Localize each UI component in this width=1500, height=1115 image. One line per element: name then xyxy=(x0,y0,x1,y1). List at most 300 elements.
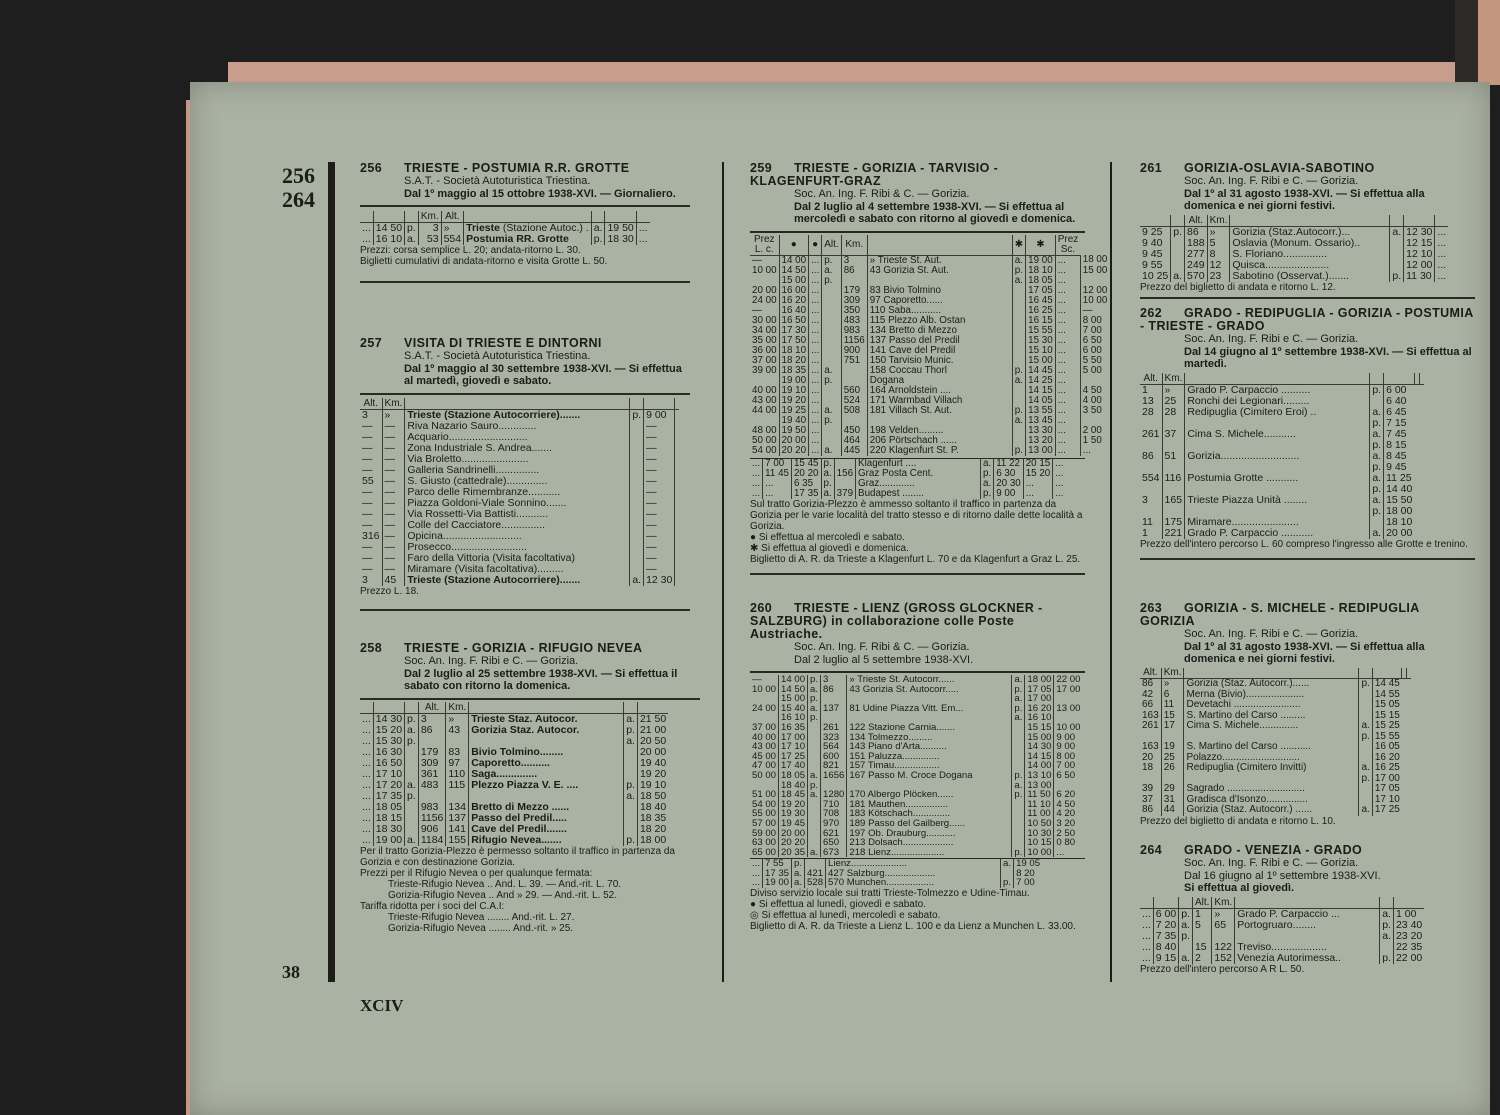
table-cell xyxy=(1162,484,1185,495)
table-cell xyxy=(1012,316,1025,326)
table-cell: Polazzo............................ xyxy=(1184,753,1359,764)
table-cell xyxy=(630,542,644,553)
table-cell xyxy=(1012,346,1025,356)
operating-day: Si effettua al giovedì. xyxy=(1184,882,1295,894)
table-cell: 8 45 xyxy=(1384,451,1415,462)
table-cell: 143 Piano d'Arta.......... xyxy=(847,742,1012,752)
table-cell xyxy=(1171,260,1185,271)
table-cell: ... xyxy=(1023,489,1053,499)
table-cell: ... xyxy=(809,346,822,356)
table-cell: 2 xyxy=(1192,953,1211,964)
table-cell: p. xyxy=(1380,953,1394,964)
table-cell: 5 50 xyxy=(1080,356,1109,366)
table-cell xyxy=(1370,396,1384,407)
table-cell: 17 05 xyxy=(1372,784,1402,795)
table-cell xyxy=(630,454,644,465)
table-cell: 37 xyxy=(1162,429,1185,440)
table-cell: 18 05 xyxy=(1026,276,1056,286)
table-cell: ... xyxy=(1142,940,1151,953)
table-cell: Venezia Autorimessa.. xyxy=(1235,953,1380,964)
table-cell: a. xyxy=(1370,429,1384,440)
table-cell xyxy=(1162,506,1185,517)
table-row xyxy=(750,489,1065,499)
table-cell: p. xyxy=(1359,732,1372,743)
section-259 xyxy=(750,161,1108,575)
table-cell: 483 xyxy=(841,316,867,326)
table-cell xyxy=(750,276,779,286)
section-title: GRADO - REDIPUGLIA - GORIZIA - POSTUMIA - TRIESTE - GRADO xyxy=(1140,306,1474,333)
table-cell: — xyxy=(644,454,675,465)
table-cell: ... xyxy=(1055,296,1080,306)
table-cell: p. xyxy=(624,835,638,846)
table-row xyxy=(750,306,1109,316)
table-cell: p. xyxy=(792,859,805,869)
table-cell: — xyxy=(644,531,675,542)
table-cell: 11 30 xyxy=(1404,271,1435,282)
table-cell: 15 55 xyxy=(1372,732,1402,743)
table-row xyxy=(750,376,1109,386)
table-cell: — xyxy=(382,421,405,432)
table-cell xyxy=(808,819,821,829)
table-row xyxy=(1140,721,1411,732)
section-title: TRIESTE - LIENZ (GROSS GLOCKNER - SALZBURG) in collaborazione colle Poste Austriache. xyxy=(750,601,1043,641)
table-cell: — xyxy=(382,443,405,454)
table-row xyxy=(360,432,679,443)
table-cell: p. xyxy=(1001,878,1014,888)
table-cell: a. xyxy=(981,479,994,489)
table-cell: 18 45 xyxy=(779,790,808,800)
note: Sul tratto Gorizia-Plezzo è ammesso soltanto il traffico in partenza da Gorizia per le varie località del tratto stesso e di ritorno dalle dette località a Gorizia. xyxy=(750,498,1083,532)
table-row xyxy=(360,542,679,553)
table-cell: ... xyxy=(1055,336,1080,346)
table-cell: 3 xyxy=(821,675,847,685)
table-cell: 16 00 xyxy=(779,286,809,296)
table-cell: 23 xyxy=(1207,271,1230,282)
table-cell: 15 00 xyxy=(1026,356,1056,366)
table-cell: 8 xyxy=(1207,249,1230,260)
table-cell: 42 xyxy=(1142,688,1154,700)
table-cell: — xyxy=(644,509,675,520)
table-cell xyxy=(1140,506,1162,517)
table-cell: ... xyxy=(1055,426,1080,436)
table-cell: p. xyxy=(1370,418,1384,429)
table-cell: 710 xyxy=(821,800,847,810)
section-number: 260 xyxy=(750,601,773,615)
table-cell: ... xyxy=(809,306,822,316)
timetable: Alt. Km. 1 » Grado P. Carpaccio .......... p. 6 00 13 25 Ronchi dei Legionari......... 6 40 28 28 Redipuglia (Cimitero Eroi) .. a. 6 45 p. 7 15 261 37 Cima S. Michele........... a. 7 45 p. 8 15 86 51 Gorizia........................... a. 8 45 p. 9 45 554 116 Postumia Grotte ........... a. 11 25 p. 14 40 3 165 Trieste Piazza Unità ........ a. 15 50 p. 18 00 11 175 Miramare....................... 18 10 1 221 Grado P. Carpaccio ........... a. 20 00 xyxy=(1140,373,1424,539)
note: Per il tratto Gorizia-Plezzo è permesso soltanto il traffico in partenza da Gorizia e con destinazione Gorizia. xyxy=(360,845,675,868)
table-cell: ... xyxy=(809,416,822,426)
table-cell: 44 00 xyxy=(752,404,777,416)
table-cell xyxy=(1012,819,1025,829)
table-cell xyxy=(1185,440,1370,451)
table-cell: 55 00 xyxy=(752,808,777,820)
table-cell: 19 00 xyxy=(373,835,404,846)
note: Tariffa ridotta per i soci del C.A.I: xyxy=(360,900,505,912)
table-cell: 20 35 xyxy=(779,848,808,858)
table-cell: 15 00 xyxy=(779,694,808,704)
table-cell: 115 Plezzo Alb. Ostan xyxy=(867,316,1012,326)
table-cell: Opicina........................... xyxy=(405,531,630,542)
table-cell: 122 xyxy=(1212,942,1235,953)
table-cell: 9 00 xyxy=(1054,742,1083,752)
table-cell: 6 45 xyxy=(1384,407,1415,418)
note: ● Si effettua al lunedì, giovedì e sabato. xyxy=(750,899,926,911)
table-row xyxy=(750,446,1109,456)
period: Dal 1º maggio al 30 settembre 1938-XVI. — Si effettua al martedì, giovedì e sabato. xyxy=(404,362,682,387)
section-number: 256 xyxy=(360,161,383,175)
table-cell: 1 xyxy=(1142,526,1148,539)
table-cell: — xyxy=(644,465,675,476)
table-cell xyxy=(1012,436,1025,446)
table-cell: 141 xyxy=(446,824,469,835)
table-cell: 350 xyxy=(841,306,867,316)
table-cell: — xyxy=(382,465,405,476)
table-cell: 6 00 xyxy=(1080,346,1109,356)
table-cell: S. Martino del Carso ........... xyxy=(1184,742,1359,753)
table-cell: — xyxy=(382,542,405,553)
table-cell: ... xyxy=(809,376,822,386)
table-cell: ... xyxy=(752,457,761,469)
table-cell: Bivio Tolmino........ xyxy=(469,747,624,758)
table-cell: — xyxy=(362,507,373,520)
table-cell: Redipuglia (Cimitero Eroi) .. xyxy=(1185,407,1370,418)
table-cell: 13 55 xyxy=(1026,406,1056,416)
table-row xyxy=(1140,226,1448,238)
table-cell: ... xyxy=(809,276,822,286)
table-cell: p. xyxy=(405,713,419,725)
table-cell: 9 55 xyxy=(1142,258,1163,271)
table-cell: 20 30 xyxy=(994,479,1024,489)
table-cell: 16 20 xyxy=(1372,753,1402,764)
table-cell xyxy=(418,791,446,802)
table-cell: a. xyxy=(1012,416,1025,426)
table-cell: p. xyxy=(981,489,994,499)
table-cell: Saga.............. xyxy=(469,769,624,780)
table-cell: 5 xyxy=(1192,920,1211,931)
table-cell: 157 Timau................. xyxy=(847,761,1012,771)
table-cell: Grado P. Carpaccio ... xyxy=(1235,908,1380,920)
table-row xyxy=(1140,700,1411,711)
table-cell: a. xyxy=(1359,763,1372,774)
margin-section-numbers xyxy=(282,164,315,212)
table-cell: ... xyxy=(1055,276,1080,286)
table-row xyxy=(360,476,679,487)
margin-number: 256 xyxy=(282,163,315,188)
table-cell: 51 xyxy=(1162,451,1185,462)
table-cell: 483 xyxy=(418,780,446,791)
table-cell: 14 05 xyxy=(1026,396,1056,406)
table-cell: 14 30 xyxy=(373,713,404,725)
table-cell: 508 xyxy=(841,406,867,416)
table-cell: 22 00 xyxy=(1393,953,1424,964)
section-263 xyxy=(1140,602,1475,827)
table-header: ● xyxy=(809,235,822,256)
table-cell xyxy=(1380,942,1394,953)
table-cell: 16 40 xyxy=(779,306,809,316)
table-cell: a. xyxy=(808,685,821,695)
table-cell: a. xyxy=(1001,859,1014,869)
table-cell: 181 Mauthen................ xyxy=(847,800,1012,810)
table-cell: 16 05 xyxy=(1372,742,1402,753)
table-row xyxy=(1140,418,1424,429)
table-cell: Oslavia (Monum. Ossario).. xyxy=(1230,238,1390,249)
table-cell: 14 40 xyxy=(1384,484,1415,495)
table-cell: 15 xyxy=(1161,711,1184,722)
table-cell xyxy=(630,465,644,476)
table-cell: 167 Passo M. Croce Dogana xyxy=(847,771,1012,781)
table-cell: 18 00 xyxy=(1025,675,1054,685)
table-row xyxy=(1140,451,1424,462)
table-cell: 12 10 xyxy=(1404,249,1435,260)
table-cell xyxy=(1390,238,1404,249)
table-cell: 54 00 xyxy=(752,798,777,810)
table-cell: 7 15 xyxy=(1384,418,1415,429)
table-cell: 1280 xyxy=(821,790,847,800)
table-cell: 19 40 xyxy=(779,416,809,426)
table-cell: 163 xyxy=(1142,709,1159,721)
table-cell: Faro della Vittoria (Visita facoltativa) xyxy=(405,553,630,564)
table-cell: 316 xyxy=(362,529,380,542)
table-cell: ... xyxy=(809,336,822,346)
table-cell: p. xyxy=(624,780,638,791)
table-cell xyxy=(750,376,779,386)
table-cell: 261 xyxy=(1142,427,1160,440)
table-cell: 18 15 xyxy=(373,813,404,824)
column-rule xyxy=(1110,162,1112,982)
table-cell: ... xyxy=(809,296,822,306)
table-row xyxy=(750,276,1109,286)
table-cell: p. xyxy=(808,675,821,685)
table-row xyxy=(1140,679,1411,690)
table-cell: 12 15 xyxy=(1404,238,1435,249)
table-cell: ... xyxy=(809,286,822,296)
table-cell: 6 40 xyxy=(1384,396,1415,407)
table-cell: ... xyxy=(752,877,760,889)
table-cell: 17 20 xyxy=(373,780,404,791)
table-cell: p. xyxy=(405,736,419,747)
table-cell: ... xyxy=(809,326,822,336)
table-cell: 81 Udine Piazza Vitt. Em... xyxy=(847,704,1012,714)
table-cell: p. xyxy=(1390,271,1404,282)
company: Soc. An. Ing. F. Ribi e C. — Gorizia. xyxy=(1184,628,1359,640)
table-cell: 13 10 xyxy=(1025,771,1054,781)
table-row xyxy=(750,878,1042,888)
table-row xyxy=(360,564,679,575)
table-cell: Gorizia (Staz. Autocorr.) ...... xyxy=(1184,805,1359,816)
table-cell: ... xyxy=(1435,271,1448,282)
margin-number: 264 xyxy=(282,187,315,212)
table-row xyxy=(1140,396,1424,407)
table-cell: Acquario........................... xyxy=(405,432,630,443)
note: Gorizia-Rifugio Nevea .. And » 29. — And.-rit. L. 52. xyxy=(388,889,618,901)
table-header: ● xyxy=(779,235,809,256)
table-row xyxy=(750,416,1109,426)
table-row xyxy=(750,326,1109,336)
table-cell xyxy=(808,752,821,762)
table-cell: a. xyxy=(792,869,805,879)
table-cell: 2 00 xyxy=(1080,426,1109,436)
table-row xyxy=(1140,931,1424,942)
table-cell: 1 00 xyxy=(1393,908,1424,920)
table-cell: a. xyxy=(1179,953,1193,964)
table-cell: Grado P. Carpaccio .......... xyxy=(1185,384,1370,396)
table-cell: 14 00 xyxy=(1025,761,1054,771)
table-cell: a. xyxy=(1380,931,1394,942)
table-cell: 983 xyxy=(418,802,446,813)
table-cell: 14 45 xyxy=(1026,366,1056,376)
table-cell: 164 Arnoldstein .... xyxy=(867,386,1012,396)
table-cell: 445 xyxy=(841,446,867,456)
table-cell: 14 00 xyxy=(779,675,808,685)
table-cell xyxy=(418,736,446,747)
table-cell: 218 Lienz.................... xyxy=(847,848,1012,858)
table-row xyxy=(360,531,679,542)
table-cell: 19 10 xyxy=(779,386,809,396)
table-cell: 20 00 xyxy=(752,284,777,296)
table-cell: Trieste (Stazione Autocorriere)....... xyxy=(405,575,630,586)
table-cell: ... xyxy=(1055,366,1080,376)
table-cell: ... xyxy=(1055,286,1080,296)
table-cell: p. xyxy=(822,255,841,266)
table-cell: — xyxy=(382,553,405,564)
timetable-connections xyxy=(750,459,1065,499)
table-cell: p. xyxy=(1179,908,1193,920)
company: Soc. An. Ing. F. Ribi e C. — Gorizia. xyxy=(1184,175,1359,187)
table-cell: 3 50 xyxy=(1080,406,1109,416)
table-row xyxy=(750,286,1109,296)
table-cell: p. xyxy=(1179,931,1193,942)
table-cell: 16 20 xyxy=(779,296,809,306)
table-row xyxy=(750,346,1109,356)
table-header xyxy=(867,235,1012,256)
table-cell: 35 00 xyxy=(752,334,777,346)
table-cell: 3 20 xyxy=(1054,819,1083,829)
section-title: GRADO - VENEZIA - GRADO xyxy=(1184,843,1363,857)
table-cell: 221 xyxy=(1162,528,1185,539)
section-title: GORIZIA-OSLAVIA-SABOTINO xyxy=(1184,161,1375,175)
table-cell: 20 00 xyxy=(779,436,809,446)
table-cell: 19 50 xyxy=(779,426,809,436)
table-cell: 15 30 xyxy=(1026,336,1056,346)
timetable-page xyxy=(190,82,1490,1115)
table-cell: Budapest ........ xyxy=(856,489,981,499)
note: Prezzo del biglietto di andata e ritorno L. 12. xyxy=(1140,281,1336,293)
table-cell: Lienz..................... xyxy=(826,859,1001,869)
timetable: Alt. Km. 9 25 p. 86 » Gorizia (Staz.Autocorr.)... a. 12 30 ... 9 40 188 5 Oslavia (Monum. Ossario).. 12 15 ... 9 45 277 8 S. Floriano............... 12 10 ... 9 55 249 12 Quisca...................... 12 00 ... 10 25 a. 570 23 Sabotino (Osservat.)....... p. 11 30 ... xyxy=(1142,214,1447,282)
table-cell: 554 xyxy=(1142,471,1160,484)
table-cell: a. xyxy=(822,406,841,416)
table-cell: p. xyxy=(822,276,841,286)
table-cell: a. xyxy=(405,835,419,846)
table-row xyxy=(360,780,668,791)
table-cell xyxy=(624,802,638,813)
table-cell xyxy=(1185,506,1370,517)
table-cell xyxy=(1359,784,1372,795)
table-cell: — xyxy=(752,304,762,316)
table-cell: p. xyxy=(1012,848,1025,858)
table-cell: 7 00 xyxy=(1080,326,1109,336)
table-cell: 16 50 xyxy=(373,758,404,769)
table-cell: a. xyxy=(1012,781,1025,791)
table-cell: 10 00 xyxy=(1080,296,1109,306)
table-cell: 17 00 xyxy=(1054,685,1083,695)
table-cell xyxy=(822,396,841,406)
table-cell: 43 00 xyxy=(752,394,777,406)
table-cell: 213 Dolsach................... xyxy=(847,838,1012,848)
table-cell: Riva Nazario Sauro............. xyxy=(405,421,630,432)
table-cell: 206 Pörtschach ...... xyxy=(867,436,1012,446)
table-cell: Dogana xyxy=(867,376,1012,386)
table-row xyxy=(360,835,668,846)
table-cell xyxy=(1012,306,1025,316)
table-row xyxy=(360,553,679,564)
table-cell: 15 30 xyxy=(373,736,404,747)
table-cell: ... xyxy=(1055,255,1080,266)
table-cell: 11 50 xyxy=(1025,790,1054,800)
table-cell: 198 Velden......... xyxy=(867,426,1012,436)
table-cell: 906 xyxy=(418,824,446,835)
table-cell xyxy=(822,296,841,306)
table-cell xyxy=(1390,260,1404,271)
table-cell: p. xyxy=(630,409,644,421)
table-cell xyxy=(630,476,644,487)
table-cell xyxy=(446,736,469,747)
table-cell: 18 10 xyxy=(779,346,809,356)
table-cell: 751 xyxy=(841,356,867,366)
table-cell: Via Rossetti-Via Battisti........... xyxy=(405,509,630,520)
table-cell: 17 00 xyxy=(779,733,808,743)
note: ✱ Si effettua al giovedì e domenica. xyxy=(750,542,909,554)
table-cell: Sagrado ............................ xyxy=(1184,784,1359,795)
table-cell: 9 40 xyxy=(1142,236,1163,249)
table-cell xyxy=(1212,931,1235,942)
table-cell xyxy=(405,824,419,835)
table-cell: Trieste (Stazione Autocorriere)....... xyxy=(405,409,630,421)
table-cell: Colle del Cacciatore............... xyxy=(405,520,630,531)
table-row xyxy=(1140,440,1424,451)
table-cell: 9 45 xyxy=(1142,247,1163,260)
table-cell: 17 10 xyxy=(1372,795,1402,806)
note: Prezzi per il Rifugio Nevea o per qualunque fermata: xyxy=(360,867,593,879)
table-row xyxy=(750,459,1065,469)
table-cell: 20 20 xyxy=(779,446,809,456)
table-cell: ... xyxy=(809,366,822,376)
timetable: Alt. Km. ... 6 00 p. 1 » Grado P. Carpaccio ... a. 1 00 ... 7 20 a. 5 65 Portogruaro........ p. 23 40 ... 7 35 p. a. 23 20 ... 8 40 15 122 Treviso................... 22 35 ... 9 15 a. 2 152 Venezia Autorimessa.. p. 22 00 xyxy=(1142,896,1423,964)
table-cell: 1 xyxy=(1142,383,1148,396)
table-cell: 188 xyxy=(1185,238,1208,249)
note: Biglietti cumulativi di andata-ritorno e visita Grotte L. 50. xyxy=(360,256,608,267)
table-row xyxy=(360,769,668,780)
table-cell: — xyxy=(382,520,405,531)
table-cell: — xyxy=(644,520,675,531)
table-cell: 16 30 xyxy=(373,747,404,758)
table-cell: 66 xyxy=(1142,699,1154,710)
table-cell: a. xyxy=(1012,713,1025,723)
table-row xyxy=(360,813,668,824)
table-cell: 15 10 xyxy=(1026,346,1056,356)
table-cell: 10 30 xyxy=(1025,829,1054,839)
table-cell xyxy=(624,813,638,824)
table-cell: 197 Ob. Drauburg........... xyxy=(847,829,1012,839)
table-cell: 55 xyxy=(362,474,374,487)
table-cell: 12 xyxy=(1207,260,1230,271)
table-cell xyxy=(630,421,644,432)
table-cell: 23 20 xyxy=(1393,931,1424,942)
table-cell: ... xyxy=(362,734,371,747)
table-cell: p. xyxy=(822,416,841,426)
table-row: ... 16 10 a. 53 554 Postumia RR. Grotte p. 18 30 ... xyxy=(362,233,648,245)
